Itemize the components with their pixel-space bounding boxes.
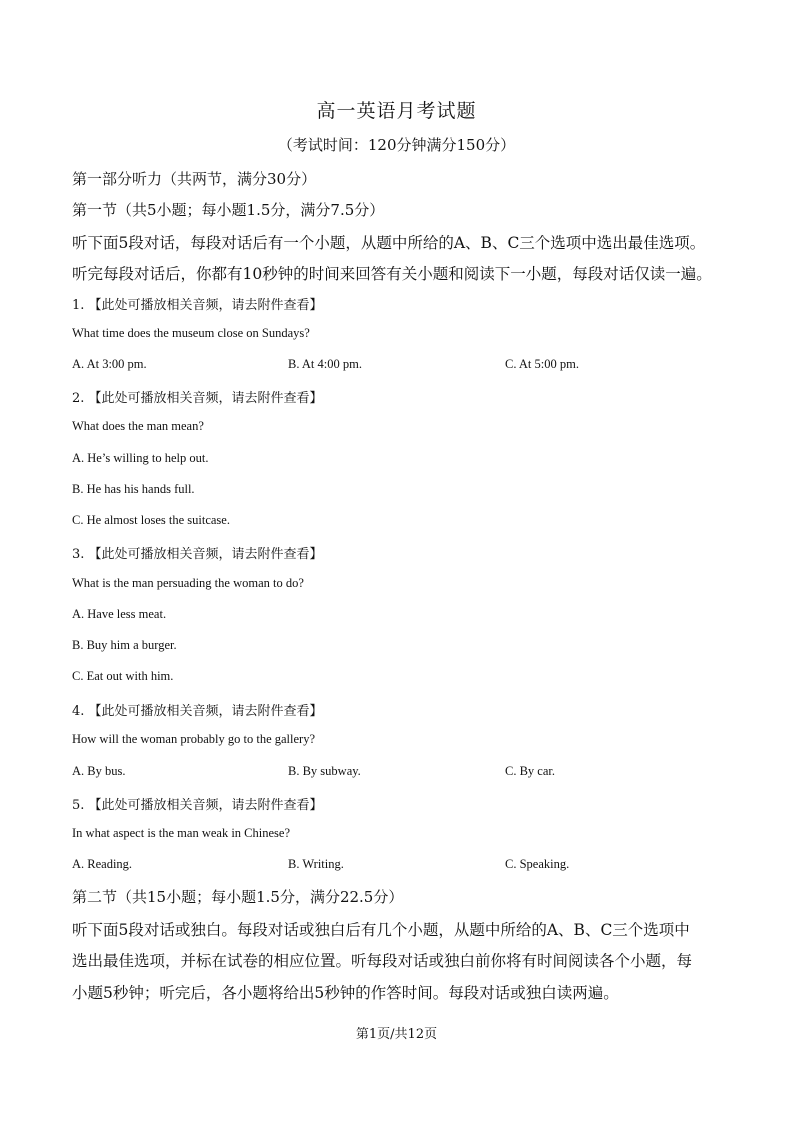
page-number: 第1页/共12页 <box>355 1027 438 1042</box>
exam-time-note: （考试时间：120分钟满分150分） <box>277 136 516 154</box>
section1-instruction-line2: 听完每段对话后，你都有10秒钟的时间来回答有关小题和阅读下一小题，每段对话仅读一遍。 <box>72 265 712 283</box>
question-4-option-a: A. By bus. <box>72 764 126 778</box>
question-3-stem: What is the man persuading the woman to do? <box>72 576 304 590</box>
page-title: 高一英语月考试题 <box>316 100 477 122</box>
question-5-option-c: C. Speaking. <box>505 857 570 871</box>
question-1-option-a: A. At 3:00 pm. <box>72 357 147 371</box>
question-4-option-b: B. By subway. <box>288 764 361 778</box>
section2-instruction-line2: 选出最佳选项，并标在试卷的相应位置。听每段对话或独白前你将有时间阅读各个小题，每 <box>72 952 693 970</box>
question-4-stem: How will the woman probably go to the gallery? <box>72 732 315 746</box>
question-2-stem: What does the man mean? <box>72 419 204 433</box>
question-3-option-c: C. Eat out with him. <box>72 669 174 683</box>
question-1-option-c: C. At 5:00 pm. <box>505 357 579 371</box>
question-5-option-b: B. Writing. <box>288 857 344 871</box>
question-5-audio-note[interactable]: 5. 【此处可播放相关音频，请去附件查看】 <box>72 798 323 813</box>
question-1-option-b: B. At 4:00 pm. <box>288 357 362 371</box>
question-1-audio-note[interactable]: 1. 【此处可播放相关音频，请去附件查看】 <box>72 298 323 313</box>
question-2-option-b: B. He has his hands full. <box>72 482 195 496</box>
question-2-audio-note[interactable]: 2. 【此处可播放相关音频，请去附件查看】 <box>72 391 323 406</box>
question-3-option-a: A. Have less meat. <box>72 607 167 621</box>
section1-heading: 第一节（共5小题；每小题1.5分，满分7.5分） <box>72 201 385 219</box>
part1-heading: 第一部分听力（共两节，满分30分） <box>72 170 317 188</box>
section2-heading: 第二节（共15小题；每小题1.5分，满分22.5分） <box>72 888 404 906</box>
section2-instruction-line1: 听下面5段对话或独白。每段对话或独白后有几个小题，从题中所给的A、B、C三个选项中 <box>72 921 690 939</box>
question-2-option-a: A. He’s willing to help out. <box>72 451 209 465</box>
question-5-stem: In what aspect is the man weak in Chinese? <box>72 826 290 840</box>
question-3-option-b: B. Buy him a burger. <box>72 638 177 652</box>
section1-instruction-line1: 听下面5段对话，每段对话后有一个小题，从题中所给的A、B、C三个选项中选出最佳选项。 <box>72 234 706 252</box>
question-3-audio-note[interactable]: 3. 【此处可播放相关音频，请去附件查看】 <box>72 547 323 562</box>
section2-instruction-line3: 小题5秒钟；听完后，各小题将给出5秒钟的作答时间。每段对话或独白读两遍。 <box>72 984 619 1002</box>
question-4-audio-note[interactable]: 4. 【此处可播放相关音频，请去附件查看】 <box>72 704 323 719</box>
question-2-option-c: C. He almost loses the suitcase. <box>72 513 230 527</box>
question-5-option-a: A. Reading. <box>72 857 133 871</box>
question-4-option-c: C. By car. <box>505 764 555 778</box>
question-1-stem: What time does the museum close on Sundays? <box>72 326 310 340</box>
